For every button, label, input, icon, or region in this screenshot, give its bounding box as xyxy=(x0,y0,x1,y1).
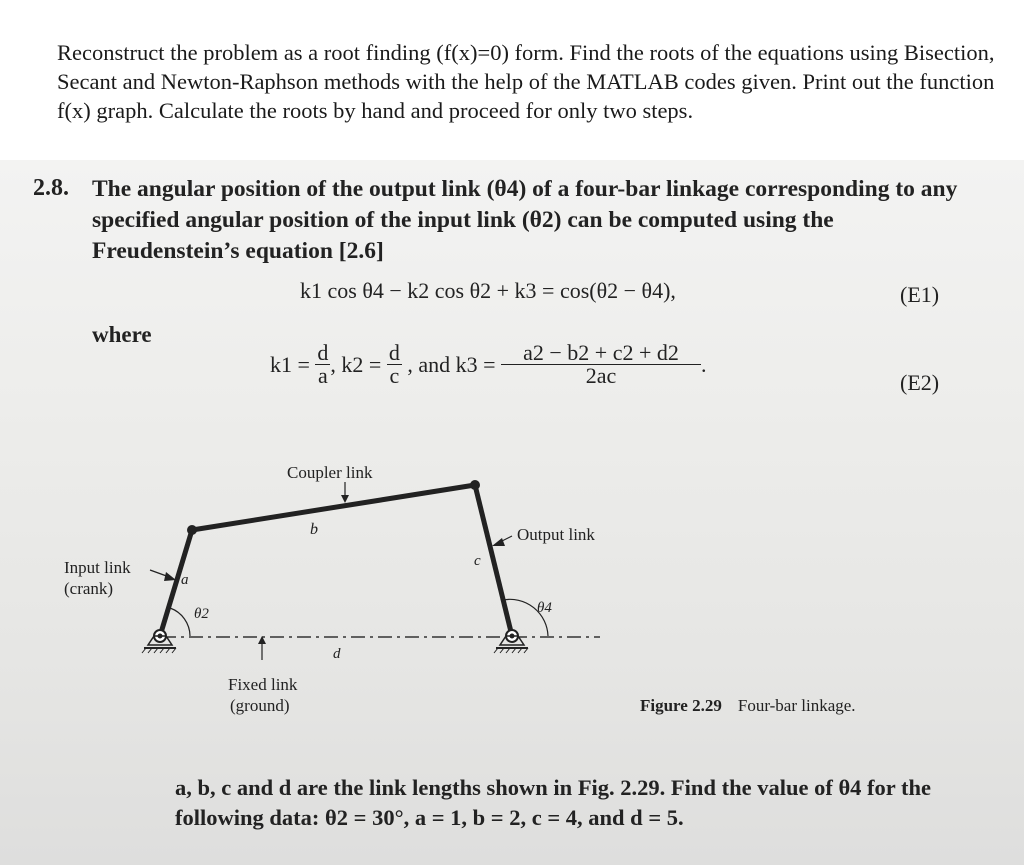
k2-fraction: $\frac{d}{c}$ xyxy=(388,340,400,388)
problem-number: 2.8. xyxy=(33,175,69,201)
output-link-arrow xyxy=(492,536,512,546)
label-d: d xyxy=(333,646,341,662)
label-b: b xyxy=(310,521,318,538)
k3-lhs: , and k3 = xyxy=(407,351,496,377)
k2-lhs: , k2 = xyxy=(330,351,382,377)
instruction-block xyxy=(0,0,1024,160)
theta2-label: θ2 xyxy=(194,606,209,622)
fixed-link-arrow xyxy=(258,636,266,660)
coupler-arrow xyxy=(341,482,349,503)
textbook-photo xyxy=(0,160,1024,865)
label-a: a xyxy=(181,572,189,588)
instruction-text: Reconstruct the problem as a root finding (f(x)=0) form. Find the roots of the equations using Bisection, Secant and Newton-Raphson methods with the help of the MATLAB codes given. Print out the function f(x) graph. Calculate the roots by hand and proceed for only two steps. xyxy=(57,40,995,123)
figure-number: Figure 2.29 xyxy=(640,696,722,715)
equation-e2: k1 = $\frac{d}{a}$ , k2 = $\frac{d}{c}$ , and k3 = $\frac{a2 - b2 + c2 + d2}{2ac}$ . xyxy=(270,340,707,388)
problem-statement: The angular position of the output link (θ4) of a four-bar linkage corresponding to any specified angular position of the input link (θ2) can be computed using the Freudenstein’s equation [2.6] xyxy=(92,176,958,264)
output-link-label: Output link xyxy=(517,525,595,544)
right-ground-pivot xyxy=(494,630,528,653)
label-c: c xyxy=(474,553,481,569)
left-ground-pivot xyxy=(142,630,176,653)
where-label: where xyxy=(92,322,152,347)
theta4-label: θ4 xyxy=(537,600,552,616)
problem-data-line2: following data: θ2 = 30°, a = 1, b = 2, c = 4, and d = 5. xyxy=(175,805,684,830)
k1-fraction: $\frac{d}{a}$ xyxy=(317,340,329,388)
k1-lhs: k1 = xyxy=(270,351,310,377)
figure-caption xyxy=(640,696,856,716)
theta2-arc xyxy=(170,608,190,636)
figure-title: Four-bar linkage. xyxy=(737,696,856,715)
fixed-link-label: Fixed link xyxy=(228,675,298,694)
equation-e1-tag: (E1) xyxy=(900,282,940,307)
coupler-link-b xyxy=(192,485,475,530)
fixed-link-sublabel: (ground) xyxy=(230,696,290,715)
coupler-link-label: Coupler link xyxy=(287,463,373,482)
input-link-label: Input link xyxy=(64,558,131,577)
joint-a-b xyxy=(187,525,197,535)
k3-fraction: $\frac{a2 - b2 + c2 + d2}{2ac}$ xyxy=(501,342,701,387)
input-link-sublabel: (crank) xyxy=(64,579,114,598)
equation-e2-tag: (E2) xyxy=(900,370,940,395)
joint-b-c xyxy=(470,480,480,490)
equation-e1: k1 cos θ4 − k2 cos θ2 + k3 = cos(θ2 − θ4), xyxy=(300,278,676,303)
input-link-arrow xyxy=(150,570,176,581)
problem-data xyxy=(175,773,1005,833)
four-bar-linkage-figure xyxy=(0,160,1024,865)
problem-data-line1: a, b, c and d are the link lengths shown in Fig. 2.29. Find the value of θ4 for the xyxy=(175,775,932,800)
